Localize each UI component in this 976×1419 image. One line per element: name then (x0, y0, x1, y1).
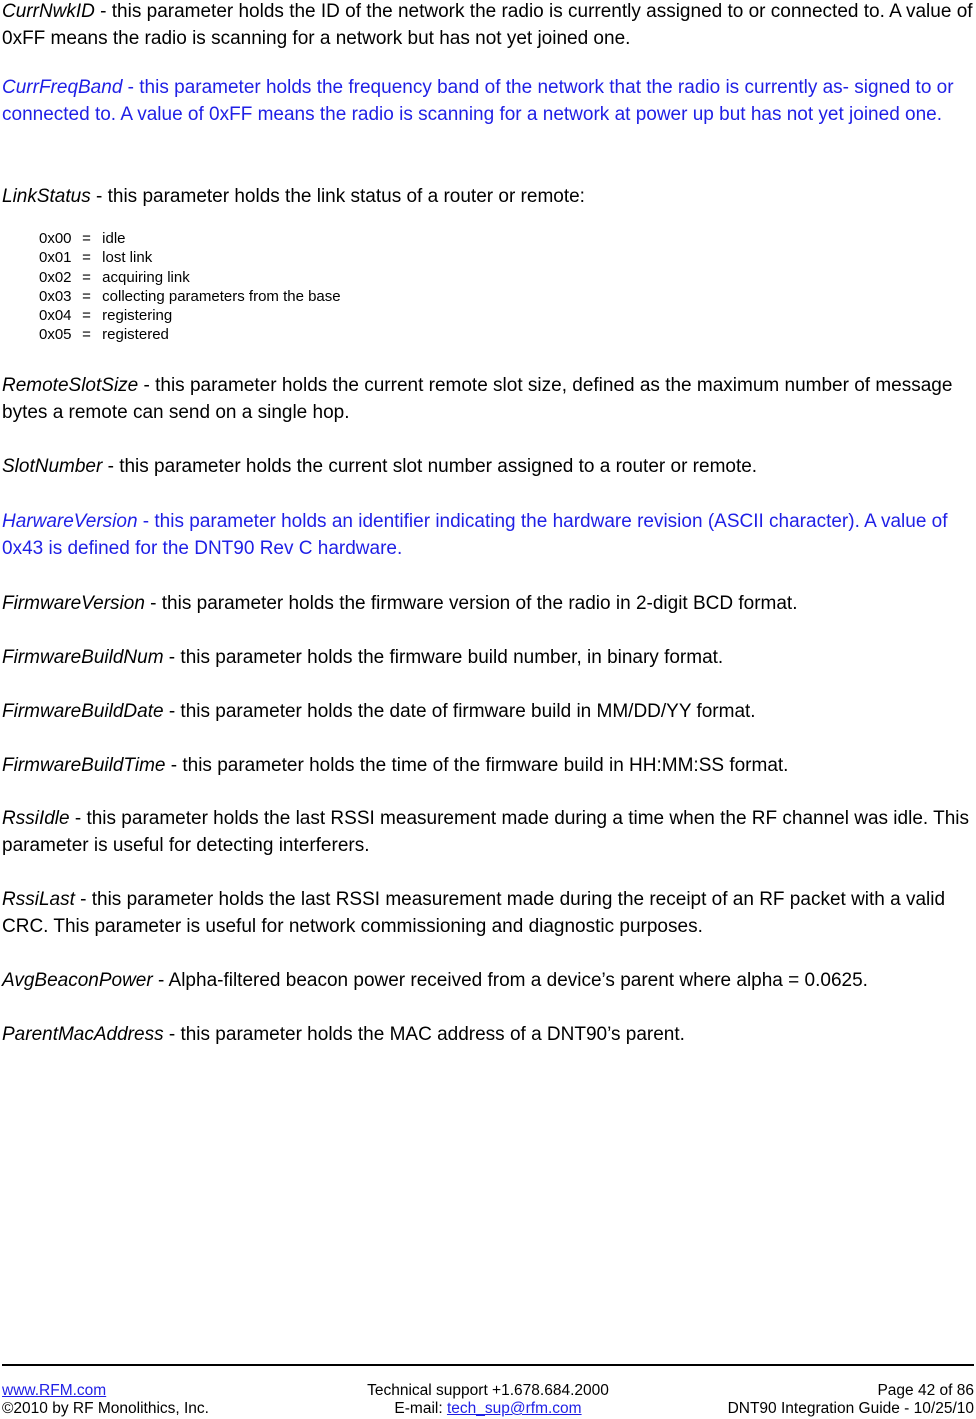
param-description: - this parameter holds the current remote slot size, defined as the maximum number of message bytes a remote can send on a single hop. (2, 375, 953, 423)
param-term: RssiLast (2, 889, 75, 910)
status-code: 0x03 (39, 287, 72, 305)
param-term: CurrFreqBand (2, 77, 123, 98)
param-description: - this parameter holds the time of the firmware build in HH:MM:SS format. (165, 755, 789, 776)
param-firmware-build-time (2, 753, 974, 780)
equals-sign: = (82, 249, 91, 267)
footer-divider (2, 1364, 974, 1366)
copyright-notice: ©2010 by RF Monolithics, Inc. (2, 1400, 209, 1417)
status-code: 0x00 (39, 230, 72, 247)
param-description: - this parameter holds the last RSSI measurement made during the receipt of an RF packet with a valid CRC. This parameter is useful for network commissioning and diagnostic purposes. (2, 889, 946, 937)
param-term: SlotNumber (2, 456, 103, 477)
param-firmware-version (2, 591, 974, 618)
param-description: - this parameter holds the current slot number assigned to a router or remote. (102, 456, 758, 477)
equals-sign: = (82, 230, 91, 247)
param-description: - this parameter holds the MAC address of a DNT90’s parent. (163, 1024, 685, 1045)
status-code: 0x05 (39, 326, 72, 344)
link-status-code-item (39, 248, 341, 267)
param-description: - this parameter holds the link status of a router or remote: (90, 186, 585, 207)
param-term: FirmwareBuildDate (2, 701, 164, 722)
param-description: - this parameter holds the firmware version of the radio in 2-digit BCD format. (144, 593, 798, 614)
equals-sign: = (82, 307, 91, 325)
status-meaning: registered (102, 326, 169, 344)
param-link-status (2, 184, 974, 211)
status-code: 0x04 (39, 307, 72, 325)
param-term: CurrNwkID (2, 1, 95, 22)
param-parent-mac-address (2, 1022, 974, 1049)
status-meaning: idle (102, 230, 126, 247)
link-status-code-item (39, 268, 341, 287)
param-term: LinkStatus (2, 186, 91, 207)
status-code: 0x01 (39, 249, 72, 267)
equals-sign: = (82, 268, 91, 286)
param-hardware-version (2, 509, 974, 562)
status-code: 0x02 (39, 268, 72, 286)
param-term: ParentMacAddress (2, 1024, 164, 1045)
status-meaning: lost link (102, 249, 153, 267)
equals-sign: = (82, 287, 91, 305)
param-description: - Alpha-filtered beacon power received from a device’s parent where alpha = 0.0625. (152, 970, 868, 991)
param-curr-freq-band (2, 75, 974, 128)
email-link[interactable]: tech_sup@rfm.com (446, 1400, 582, 1417)
status-meaning: registering (102, 307, 173, 325)
param-rssi-idle (2, 806, 974, 859)
param-description: - this parameter holds the frequency band of the network that the radio is currently as- signed to or connected to. A value of 0xFF means the radio is scanning for a network at power up but has not yet joined one. (2, 77, 954, 125)
param-slot-number (2, 454, 974, 481)
param-term: RssiIdle (2, 808, 70, 829)
param-curr-nwk-id (2, 0, 974, 52)
param-term: RemoteSlotSize (2, 375, 139, 396)
param-term: FirmwareBuildNum (2, 647, 164, 668)
param-description: - this parameter holds the date of firmware build in MM/DD/YY format. (163, 701, 756, 722)
document-title: DNT90 Integration Guide - 10/25/10 (727, 1400, 974, 1417)
link-status-code-list (39, 229, 341, 345)
param-description: - this parameter holds the firmware build number, in binary format. (163, 647, 724, 668)
param-description: - this parameter holds an identifier indicating the hardware revision (ASCII character). A value of 0x43 is defined for the DNT90 Rev C hardware. (2, 511, 948, 559)
status-meaning: acquiring link (102, 268, 190, 286)
param-term: AvgBeaconPower (2, 970, 153, 991)
equals-sign: = (82, 326, 91, 344)
tech-support-phone: Technical support +1.678.684.2000 (367, 1382, 609, 1399)
param-term: FirmwareBuildTime (2, 755, 166, 776)
param-remote-slot-size (2, 373, 974, 426)
param-term: HarwareVersion (2, 511, 138, 532)
link-status-code-item (39, 325, 341, 344)
page-number: Page 42 of 86 (877, 1382, 974, 1399)
param-firmware-build-date (2, 699, 974, 726)
email-label: E-mail: (394, 1400, 447, 1417)
link-status-code-item (39, 306, 341, 325)
param-description: - this parameter holds the last RSSI measurement made during a time when the RF channel was idle. This parameter is useful for detecting interferers. (2, 808, 969, 856)
link-status-code-item (39, 287, 341, 306)
website-link[interactable]: www.RFM.com (2, 1382, 107, 1399)
param-description: - this parameter holds the ID of the network the radio is currently assigned to or connected to. A value of 0xFF means the radio is scanning for a network but has not yet joined one. (2, 1, 973, 49)
param-firmware-build-num (2, 645, 974, 672)
param-rssi-last (2, 887, 974, 940)
param-term: FirmwareVersion (2, 593, 145, 614)
param-avg-beacon-power (2, 968, 974, 995)
status-meaning: collecting parameters from the base (102, 287, 341, 305)
link-status-code-item (39, 229, 341, 248)
